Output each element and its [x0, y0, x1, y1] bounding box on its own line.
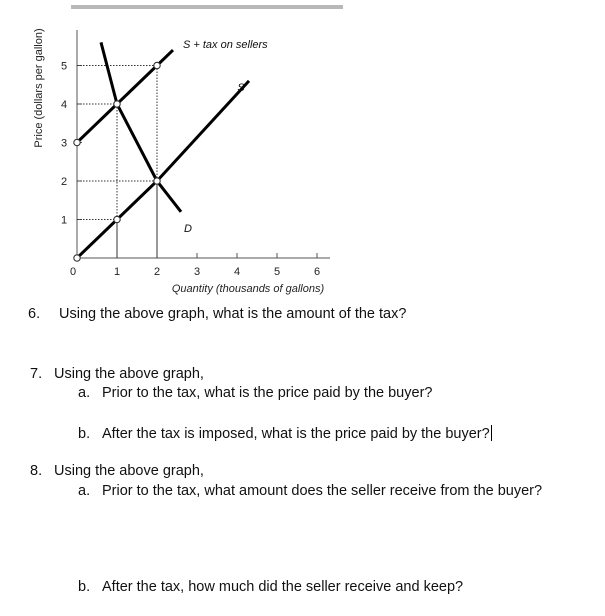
x-tick-label-1: 1	[113, 266, 121, 278]
question-8b-text: After the tax, how much did the seller receive and keep?	[102, 579, 464, 595]
question-6-text: Using the above graph, what is the amount of the tax?	[59, 306, 407, 322]
question-8a	[78, 483, 542, 499]
y-axis-label: Price (dollars per gallon)	[33, 28, 45, 148]
point-2-5	[154, 62, 160, 68]
y-tick-label-3: 3	[60, 137, 68, 150]
question-8a-text: Prior to the tax, what amount does the seller receive from the buyer?	[102, 483, 543, 499]
y-tick-label-2: 2	[60, 176, 68, 188]
x-tick-label-4: 4	[233, 266, 241, 278]
curve-label-d: D	[184, 222, 192, 235]
x-tick-label-0: 0	[69, 266, 77, 278]
x-axis-label: Quantity (thousands of gallons)	[171, 283, 325, 295]
curve-s	[77, 81, 249, 258]
axis-ticks	[61, 61, 320, 279]
question-6-number: 6.	[28, 306, 41, 322]
curve-d	[101, 42, 181, 211]
question-7	[30, 366, 204, 382]
x-tick-label-2: 2	[153, 266, 161, 278]
question-8a-label: a.	[78, 483, 91, 499]
y-tick-label-1: 1	[60, 214, 68, 227]
x-tick-label-5: 5	[273, 266, 281, 278]
point-0-3	[74, 139, 80, 145]
point-1-4	[114, 101, 120, 107]
point-0-0	[74, 255, 80, 261]
supply-demand-chart	[0, 0, 605, 300]
question-8-number: 8.	[30, 463, 43, 479]
y-tick-label-5: 5	[60, 60, 68, 73]
point-2-2	[154, 178, 160, 184]
dotted-guides	[77, 66, 157, 259]
question-8b-label: b.	[78, 579, 91, 595]
question-8	[30, 463, 204, 479]
question-7a	[78, 385, 432, 401]
x-tick-label-3: 3	[193, 266, 201, 278]
question-7a-label: a.	[78, 385, 91, 401]
question-7-text: Using the above graph,	[54, 366, 204, 382]
x-tick-label-6: 6	[313, 266, 321, 278]
curve-label-s: S	[237, 81, 245, 94]
curves	[77, 42, 249, 258]
curve-label-s-tax-on-sellers: S + tax on sellers	[183, 39, 268, 52]
question-6	[28, 306, 406, 322]
y-tick-label-4: 4	[60, 99, 68, 111]
question-7a-text: Prior to the tax, what is the price paid by the buyer?	[102, 385, 433, 401]
question-8b	[78, 579, 463, 595]
question-7b-label: b.	[78, 426, 91, 442]
question-8-text: Using the above graph,	[54, 463, 204, 479]
question-7-number: 7.	[30, 366, 43, 382]
question-7b-text: After the tax is imposed, what is the price paid by the buyer?	[102, 426, 490, 442]
point-1-1	[114, 216, 120, 222]
text-cursor	[491, 425, 492, 441]
question-7b	[78, 425, 492, 442]
